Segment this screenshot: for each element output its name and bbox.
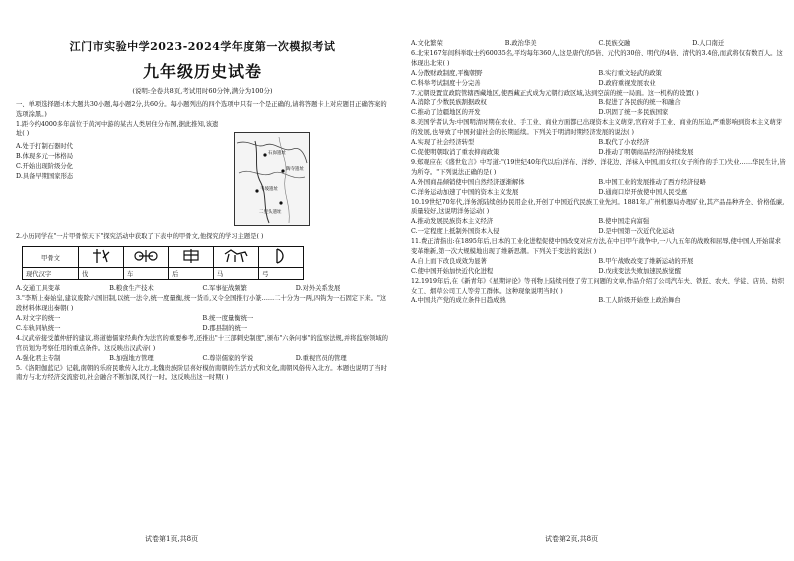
option-a: A.中国共产党的成立条件日趋成熟 bbox=[411, 297, 506, 305]
option-d: D.政府重视发展农业 bbox=[598, 79, 656, 87]
oracle-glyph-ma-icon bbox=[223, 248, 249, 264]
option-b: B.中国工业的发展推动了西方经济侵略 bbox=[598, 178, 706, 186]
oracle-glyph bbox=[79, 247, 124, 268]
option-c: C.使中国开始加快近代化进程 bbox=[411, 267, 494, 275]
section-heading: 一、单项选择题:(本大题共30小题,每小题2分,共60分。每小题列出的四个选项中只有一个是正确的,请将答题卡上对应题目正确答案的选项涂黑。) bbox=[16, 101, 387, 118]
oracle-glyph bbox=[169, 247, 214, 268]
question-7-stem: 7.元朝设置宣政院管辖西藏地区,使西藏正式成为元朝行政区域,达到空前的统一局面。这一机构的设置( ) bbox=[411, 89, 699, 97]
option-d: D.具备早期国家形态 bbox=[16, 173, 74, 181]
exam-subtitle: 九年级历史试卷 bbox=[142, 62, 262, 81]
question-8-stem: 8.美国学者认为:中国明清时期在农业、手工业、商业方面都已出现资本主义萌芽,官府对手工业、商业的压迫,严重影响到资本主义萌芽的发展,也导致了中国封建社会的长期延续。下列关于明清时期经济发展的说法( ) bbox=[411, 119, 783, 137]
question-9-options bbox=[411, 178, 786, 198]
oracle-glyph-fa-icon bbox=[91, 248, 111, 264]
option-c: C.车轨同轨统一 bbox=[16, 324, 61, 332]
question-4-stem: 4.汉武帝接受董仲舒的建议,将道德儒家经典作为法官的重要参考,还推出"十三部刺史制度",颁布"六条问事"的监察法规,并将监察领域的官员划为考察任用的重点条件。这反映出汉武帝( ) bbox=[16, 334, 388, 352]
option-a: A.实现了社会经济转型 bbox=[411, 138, 475, 146]
map-label: 二里头遗址 bbox=[259, 209, 282, 215]
oracle-bone-table bbox=[22, 246, 304, 280]
question-4-options bbox=[16, 354, 389, 364]
map-label: 石峁遗址 bbox=[268, 150, 286, 156]
exam-title: 江门市实验中学2023-2024学年度第一次模拟考试 bbox=[69, 40, 336, 53]
question-8-options bbox=[411, 138, 786, 158]
question-9-stem: 9.郑观应在《盛世危言》中写道:"(19世纪40年代以后)洋布、洋纱、洋花边、洋袜入中国,而女红(女子所作的手工)失业……华民生计,皆为所夺。"下列说法正确的是( ) bbox=[411, 158, 786, 176]
oracle-glyph-gong-icon bbox=[273, 248, 289, 264]
option-d: D.通商口岸开放使中国人民受惠 bbox=[598, 188, 688, 196]
option-a: A.分散财政制度,平衡朝野 bbox=[411, 69, 483, 77]
question-10-stem: 10.19世纪70年代,洋务派陆续创办民用企业,开创了中国近代民族工业先河。1881年,广州机器局办理矿业,其产品品种齐全、价格低廉,质量较好,这说明洋务运动( ) bbox=[411, 198, 785, 216]
option-c: C.军事征战频繁 bbox=[202, 285, 247, 293]
question-2-options bbox=[16, 284, 389, 294]
option-b: B.促进了各民族的统一和融合 bbox=[598, 99, 681, 107]
option-b: B.取代了小农经济 bbox=[598, 138, 650, 146]
modern-char: 伐 bbox=[79, 268, 124, 280]
question-11-stem: 11.费正清指出:在1895年后,日本的工业化进程促使中国改变对应方法,在中日甲午战争中,一八九五年的战败和屈辱,使中国人开始谋求变革维新,第一次大规模地出现了维新思潮。下列关于变法的说法( ) bbox=[411, 238, 781, 255]
option-a: A.消除了少数民族割据政权 bbox=[411, 99, 487, 107]
question-6-options bbox=[411, 69, 786, 89]
oracle-glyph bbox=[259, 247, 304, 268]
page-footer-left: 试卷第1页,共8页 bbox=[145, 535, 199, 543]
modern-row-label: 现代汉字 bbox=[23, 268, 79, 280]
option-c: C.科举考试制度十分完善 bbox=[411, 79, 481, 87]
option-b: B.粮食生产技术 bbox=[109, 285, 154, 293]
question-2-stem: 2.小历同学在"一片甲骨惊天下"探究活动中获取了下表中的甲骨文,他探究的学习主题是( ) bbox=[16, 232, 264, 240]
map-label: 半坡遗址 bbox=[260, 186, 278, 192]
modern-char: 弓 bbox=[259, 268, 304, 280]
right-page bbox=[397, 0, 794, 561]
question-1 bbox=[16, 120, 389, 232]
option-a: A.推动发展民族资本主义经济 bbox=[411, 218, 494, 226]
exam-note: (说明:全卷共8页,考试用时60分钟,满分为100分) bbox=[132, 87, 273, 95]
option-d: D.郡县制的统一 bbox=[202, 324, 248, 332]
option-b: B.体现多元一体格局 bbox=[16, 153, 74, 161]
option-b: B.甲午战败改变了维新运动的开展 bbox=[598, 257, 694, 265]
oracle-glyph bbox=[214, 247, 259, 268]
map-label: 陶寺遗址 bbox=[286, 166, 304, 172]
question-3-options bbox=[16, 314, 389, 334]
option-b: B.使中国走向富强 bbox=[598, 218, 650, 226]
option-b: B.工人阶级开始登上政治舞台 bbox=[598, 297, 681, 305]
option-a: A.外国商品倾销使中国自然经济逐渐解体 bbox=[411, 178, 525, 186]
question-1-stem: 1.距今约4000多年前位于黄河中游的某古人类居住分布图,据此推知,该遗址( ) bbox=[16, 120, 219, 138]
option-c: C.洋务运动加速了中国的资本主义发展 bbox=[411, 188, 519, 196]
site-map-figure bbox=[234, 132, 310, 226]
question-12-options bbox=[411, 296, 786, 306]
option-b: B.实行重文轻武的政策 bbox=[598, 69, 662, 77]
map-drawing bbox=[235, 133, 309, 225]
option-d: D.巩固了统一多民族国家 bbox=[598, 109, 669, 117]
option-b: B.统一度量衡统一 bbox=[202, 314, 254, 322]
option-c: C.促使明朝取消了重农抑商政策 bbox=[411, 148, 500, 156]
question-1-options bbox=[16, 142, 221, 182]
option-d: D.重视官员的管理 bbox=[295, 354, 347, 362]
option-b: B.加强地方管理 bbox=[109, 354, 154, 362]
oracle-glyph-hou-icon bbox=[181, 248, 201, 264]
option-a: A.强化君主专制 bbox=[16, 354, 61, 362]
option-d: D.人口南迁 bbox=[692, 40, 725, 47]
modern-char: 后 bbox=[169, 268, 214, 280]
option-d: D.推动了明朝商品经济的持续发展 bbox=[598, 148, 694, 156]
option-a: A.处于打制石器时代 bbox=[16, 143, 73, 151]
page-footer-right: 试卷第2页,共8页 bbox=[545, 535, 599, 543]
oracle-glyph-che-icon bbox=[134, 248, 158, 264]
option-d: D.是中国第一次近代化运动 bbox=[598, 228, 675, 236]
question-12-stem: 12.1919年后,在《新青年》《星期评论》等刊物上陆续刊登了劳工问题的文章,作品介绍了公司汽车夫、铁匠、农夫、学徒、店员、纺织女工、烟草公司工人等劳工群体。这种现象说明当时( ) bbox=[411, 277, 785, 295]
question-11-options bbox=[411, 257, 786, 277]
modern-char: 马 bbox=[214, 268, 259, 280]
question-5-options bbox=[411, 39, 786, 49]
option-c: C.一定程度上抵制外国资本入侵 bbox=[411, 228, 500, 236]
option-d: D.对外关系发展 bbox=[295, 285, 341, 293]
option-a: A.交通工具变革 bbox=[16, 285, 61, 293]
modern-char: 车 bbox=[124, 268, 169, 280]
option-c: C.尊崇儒家的学说 bbox=[202, 354, 254, 362]
option-a: A.自上而下改良成效为显著 bbox=[411, 257, 487, 265]
question-7-options bbox=[411, 98, 786, 118]
option-b: B.政治华美 bbox=[504, 40, 537, 47]
option-c: C.民族交融 bbox=[598, 40, 631, 47]
option-c: C.开始出现阶级分化 bbox=[16, 163, 73, 171]
option-d: D.戊戌变法失败加速民族觉醒 bbox=[598, 267, 681, 275]
oracle-row-label: 甲骨文 bbox=[23, 247, 79, 268]
option-a: A.文化繁荣 bbox=[411, 40, 443, 47]
question-5-stem: 5.《洛阳伽蓝记》记载,南朝的乐府民歌传入北方,北魏贵族阶层喜好模仿南朝的生活方式和文化,南朝风俗传入北方。本题也说明了当时南方与北方经济交流密切,社会融合不断加深,风行一时。这反映出这一时期( ) bbox=[16, 364, 387, 382]
oracle-glyph bbox=[124, 247, 169, 268]
question-6-stem: 6.北宋167年间科举取士约60035名,平均每年360人,这是唐代的5倍、元代的30倍、明代的4倍、清代的3.4倍,而武将仅有数百人。这体现出北宋( ) bbox=[411, 50, 783, 67]
question-3-stem: 3."李斯上奏始皇,建议废除六国旧制,以统一法令,统一度量衡,统一货币,又令全国推行小篆……二十分为一两,四钩为一石固定下来。"这段材料体现出秦朝( ) bbox=[16, 295, 387, 313]
option-c: C.推动了边疆地区的开发 bbox=[411, 109, 481, 117]
question-10-options bbox=[411, 217, 786, 237]
option-a: A.对文字的统一 bbox=[16, 314, 61, 322]
